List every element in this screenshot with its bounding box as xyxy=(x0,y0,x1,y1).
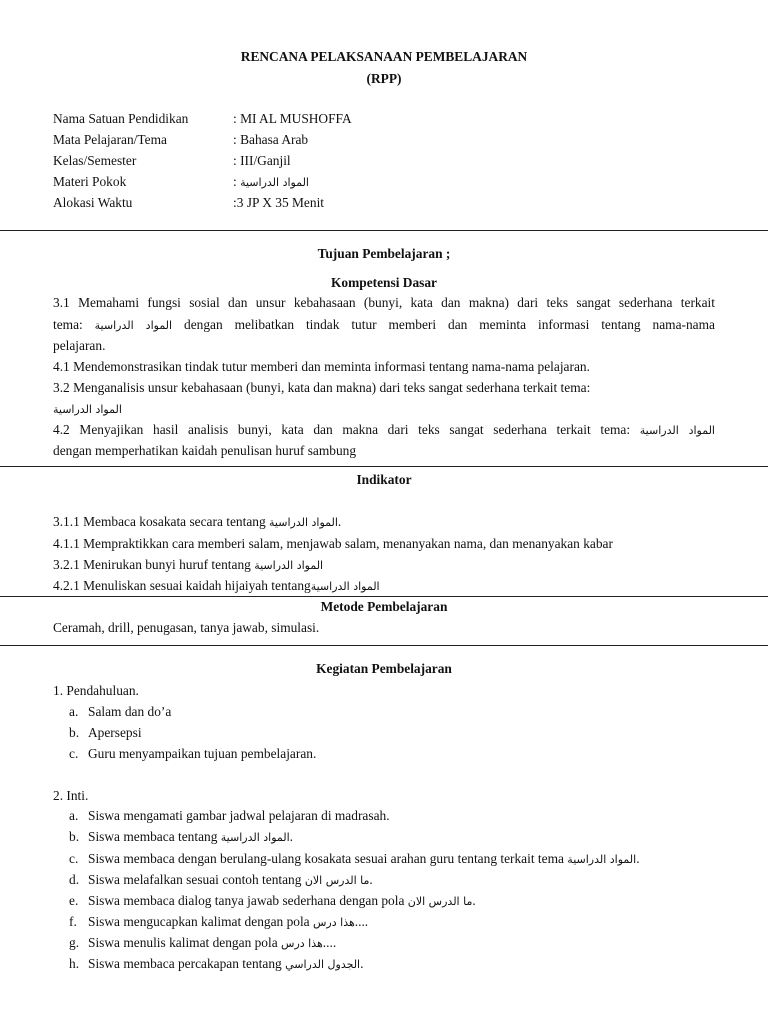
indikator-item: 4.2.1 Menuliskan sesuai kaidah hijaiyah tentangالمواد الدراسية xyxy=(53,578,380,593)
tujuan-heading: Tujuan Pembelajaran ; xyxy=(317,246,451,261)
list-marker: b. xyxy=(69,725,80,740)
arabic-text: المواد الدراسية xyxy=(94,319,173,332)
list-item: Siswa melafalkan sesuai contoh tentang ما الدرس الان. xyxy=(88,872,373,887)
arabic-text: المواد الدراسية xyxy=(240,176,309,189)
list-item: Salam dan do’a xyxy=(88,704,172,719)
arabic-text: المواد الدراسية xyxy=(310,580,380,593)
kd-3-1-line-3: pelajaran. xyxy=(53,338,106,353)
list-marker: b. xyxy=(69,829,80,844)
indikator-heading: Indikator xyxy=(356,472,412,487)
list-item: Siswa mengucapkan kalimat dengan pola هذا درس.... xyxy=(88,914,369,929)
section-divider xyxy=(0,645,768,646)
kompetensi-heading: Kompetensi Dasar xyxy=(330,275,437,290)
section-divider xyxy=(0,596,768,597)
list-marker: c. xyxy=(69,851,79,866)
identity-value: : MI AL MUSHOFFA xyxy=(233,111,352,126)
arabic-text: المواد الدراسية xyxy=(639,424,715,437)
identity-value xyxy=(233,174,309,190)
inti-title: 2. Inti. xyxy=(53,788,89,803)
indikator-item: 3.1.1 Membaca kosakata secara tentang المواد الدراسية. xyxy=(53,514,342,529)
section-divider xyxy=(0,466,768,467)
pendahuluan-title: 1. Pendahuluan. xyxy=(53,683,139,698)
arabic-text: هذا درس xyxy=(281,937,323,950)
list-item: Apersepsi xyxy=(88,725,142,740)
kd-3-2-line-1: 3.2 Menganalisis unsur kebahasaan (bunyi, kata dan makna) dari teks sangat sederhana terkait tema: xyxy=(53,380,591,395)
identity-label: Kelas/Semester xyxy=(53,153,137,168)
list-marker: f. xyxy=(69,914,77,929)
identity-label: Alokasi Waktu xyxy=(53,195,133,210)
identity-label: Materi Pokok xyxy=(53,174,127,189)
indikator-item: 4.1.1 Mempraktikkan cara memberi salam, menjawab salam, menanyakan nama, dan menanyakan kabar xyxy=(53,536,613,551)
arabic-text: المواد الدراسية xyxy=(567,853,637,866)
arabic-text: المواد الدراسية xyxy=(269,516,338,529)
metode-heading: Metode Pembelajaran xyxy=(320,599,448,614)
list-item: Guru menyampaikan tujuan pembelajaran. xyxy=(88,746,317,761)
identity-value-prefix: : xyxy=(233,174,237,189)
identity-value: : III/Ganjil xyxy=(233,153,291,168)
kd-3-2-line-2 xyxy=(53,401,122,417)
identity-label: Mata Pelajaran/Tema xyxy=(53,132,167,147)
kegiatan-heading: Kegiatan Pembelajaran xyxy=(316,661,452,676)
list-marker: h. xyxy=(69,956,80,971)
list-marker: d. xyxy=(69,872,80,887)
arabic-text: ما الدرس الان xyxy=(407,895,473,908)
identity-value: :3 JP X 35 Menit xyxy=(233,195,325,210)
identity-label: Nama Satuan Pendidikan xyxy=(53,111,189,126)
list-marker: e. xyxy=(69,893,79,908)
kd-3-1-line-2: tema: المواد الدراسية dengan melibatkan tindak tutur memberi dan meminta informasi tentang nama-nama xyxy=(53,317,715,332)
kd-4-2-line-2: dengan memperhatikan kaidah penulisan huruf sambung xyxy=(53,443,357,458)
arabic-text: المواد الدراسية xyxy=(254,559,324,572)
list-item: Siswa mengamati gambar jadwal pelajaran di madrasah. xyxy=(88,808,390,823)
indikator-item: 3.2.1 Menirukan bunyi huruf tentang المواد الدراسية xyxy=(53,557,324,572)
document-subtitle: (RPP) xyxy=(366,71,402,86)
kd-4-2-line-1: 4.2 Menyajikan hasil analisis bunyi, kata dan makna dari teks sangat sederhana terkait tema: المواد الدراسية xyxy=(53,422,715,437)
arabic-text: المواد الدراسية xyxy=(220,831,290,844)
list-marker: a. xyxy=(69,704,79,719)
list-item: Siswa membaca dialog tanya jawab sederhana dengan pola ما الدرس الان. xyxy=(88,893,476,908)
arabic-text: الجدول الدراسي xyxy=(285,958,361,971)
kd-3-1-line-1: 3.1 Memahami fungsi sosial dan unsur kebahasaan (bunyi, kata dan makna) dari teks sangat sederhana terkait xyxy=(53,295,715,310)
list-marker: c. xyxy=(69,746,79,761)
section-divider xyxy=(0,230,768,231)
arabic-text: ما الدرس الان xyxy=(304,874,370,887)
list-item: Siswa membaca dengan berulang-ulang kosakata sesuai arahan guru tentang terkait tema المواد الدراسية. xyxy=(88,851,640,866)
arabic-text: هذا درس xyxy=(313,916,355,929)
kd-4-1: 4.1 Mendemonstrasikan tindak tutur memberi dan meminta informasi tentang nama-nama pelajaran. xyxy=(53,359,590,374)
metode-text: Ceramah, drill, penugasan, tanya jawab, simulasi. xyxy=(53,620,320,635)
list-item: Siswa menulis kalimat dengan pola هذا درس.... xyxy=(88,935,337,950)
list-item: Siswa membaca percakapan tentang الجدول الدراسي. xyxy=(88,956,364,971)
identity-value: : Bahasa Arab xyxy=(233,132,309,147)
list-marker: g. xyxy=(69,935,80,950)
arabic-text: المواد الدراسية xyxy=(53,403,122,416)
list-marker: a. xyxy=(69,808,79,823)
list-item: Siswa membaca tentang المواد الدراسية. xyxy=(88,829,294,844)
document-title: RENCANA PELAKSANAAN PEMBELAJARAN xyxy=(240,49,528,64)
